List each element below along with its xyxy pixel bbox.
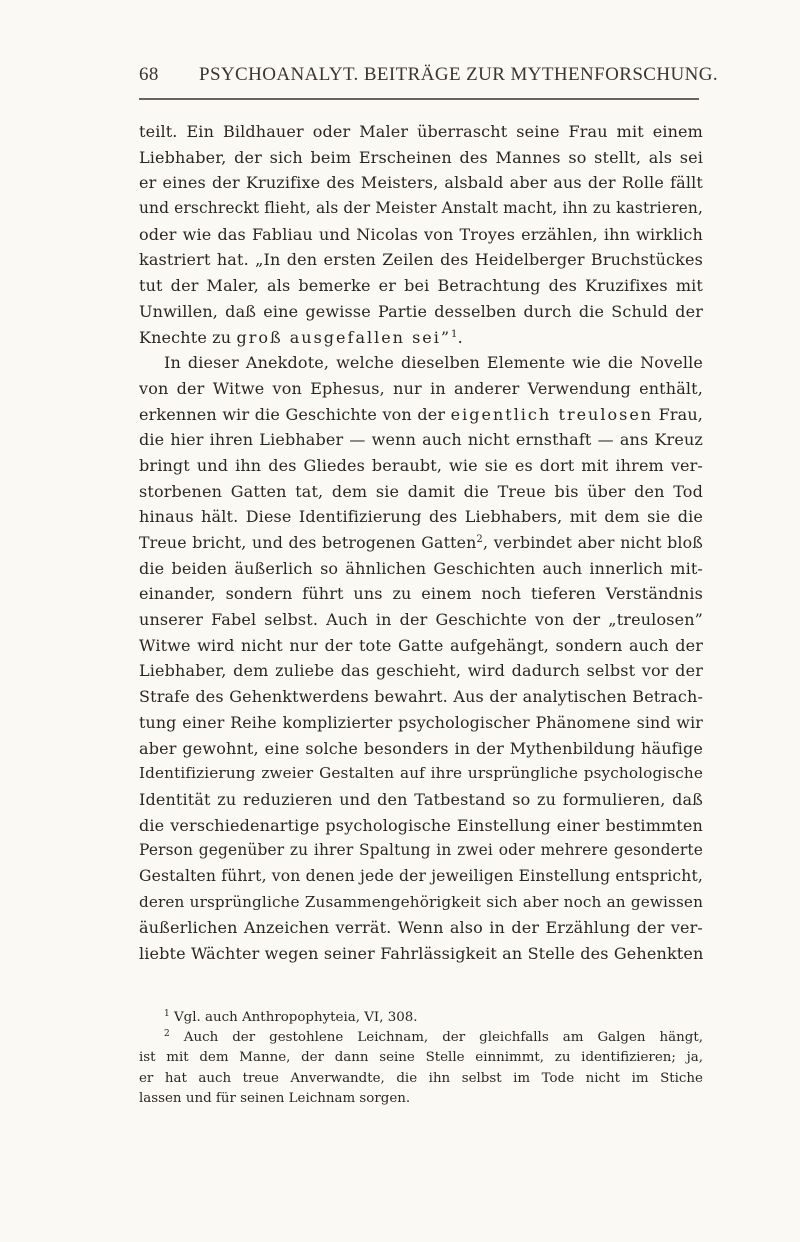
running-head <box>139 64 718 86</box>
text-line: äußerlichen Anzeichen verrät. Wenn also in der Erzählung der ver- <box>139 918 703 938</box>
text-line <box>139 325 703 351</box>
line-segment: Frau, <box>653 404 704 424</box>
footnote-marker: 2 <box>164 1029 170 1040</box>
paragraph-start-line: In dieser Anekdote, welche dieselben Elemente wie die Novelle <box>164 353 703 373</box>
text-line: liebte Wächter wegen seiner Fahrlässigkeit an Stelle des Gehenkten <box>139 944 704 963</box>
text-line: Witwe wird nicht nur der tote Gatte aufgehängt, sondern auch der <box>139 635 703 655</box>
header-rule <box>139 98 699 100</box>
text-line: tung einer Reihe komplizierter psychologischer Phänomene sind wir <box>139 712 703 732</box>
line-segment: . <box>457 327 463 347</box>
body-text <box>139 119 703 967</box>
footnote-ref-2: 2 <box>476 534 483 545</box>
text-line: storbenen Gatten tat, dem sie damit die Treue bis über den Tod <box>139 481 703 501</box>
spaced-emphasis: eigentlich treulosen <box>450 404 654 424</box>
text-line: und erschreckt flieht, als der Meister Anstalt macht, ihn zu kastrieren, <box>139 199 703 218</box>
text-line: Strafe des Gehenktwerdens bewahrt. Aus der analytischen Betrach- <box>139 687 703 707</box>
text-line: einander, sondern führt uns zu einem noch tieferen Verständnis <box>139 584 703 604</box>
text-line <box>139 402 703 428</box>
text-line: Unwillen, daß eine gewisse Partie desselben durch die Schuld der <box>139 301 703 321</box>
text-line: Gestalten führt, von denen jede der jeweiligen Einstellung entspricht, <box>139 866 703 885</box>
text-line: Identität zu reduzieren und den Tatbestand so zu formulieren, daß <box>139 789 703 809</box>
line-segment: Treue bricht, und des betrogenen Gatten <box>139 533 477 552</box>
text-line: Liebhaber, der sich beim Erscheinen des Mannes so stellt, als sei <box>139 147 703 167</box>
footnote-line: lassen und für seinen Leichnam sorgen. <box>139 1090 411 1106</box>
text-line: Liebhaber, dem zuliebe das geschieht, wird dadurch selbst vor der <box>139 661 703 681</box>
footnotes <box>139 1008 703 1109</box>
footnote-line: er hat auch treue Anverwandte, die ihn selbst im Tode nicht im Stiche <box>139 1070 703 1086</box>
page-number: 68 <box>139 64 159 85</box>
text-line: unserer Fabel selbst. Auch in der Geschichte von der „treulosen” <box>139 610 703 630</box>
footnote-text: Auch der gestohlene Leichnam, der gleichfalls am Galgen hängt, <box>169 1030 703 1046</box>
line-segment: erkennen wir die Geschichte von der <box>139 404 451 424</box>
footnote-line: ist mit dem Manne, der dann seine Stelle einnimmt, zu identifizieren; ja, <box>139 1050 703 1066</box>
text-line: bringt und ihn des Gliedes beraubt, wie sie es dort mit ihrem ver- <box>139 455 703 475</box>
text-line: die beiden äußerlich so ähnlichen Geschichten auch innerlich mit- <box>139 558 703 578</box>
text-line: die hier ihren Liebhaber — wenn auch nicht ernsthaft — ans Kreuz <box>139 430 703 450</box>
spaced-emphasis: groß ausgefallen sei” <box>236 327 452 347</box>
footnote-2 <box>139 1028 703 1048</box>
footnote-ref-1: 1 <box>451 328 458 340</box>
text-line: hinaus hält. Diese Identifizierung des Liebhabers, mit dem sie die <box>139 507 703 527</box>
text-line: Identifizierung zweier Gestalten auf ihre ursprüngliche psychologische <box>139 764 703 783</box>
line-segment: Knechte zu <box>139 327 237 347</box>
text-line <box>139 530 703 556</box>
text-line: die verschiedenartige psychologische Einstellung einer bestimmten <box>139 815 703 835</box>
text-line: deren ursprüngliche Zusammengehörigkeit sich aber noch an gewissen <box>139 892 703 911</box>
footnote-text: Vgl. auch Anthropophyteia, VI, 308. <box>169 1010 418 1025</box>
line-segment: , verbindet aber nicht bloß <box>482 533 703 552</box>
footnote-marker: 1 <box>164 1009 170 1019</box>
footnote-1 <box>139 1008 703 1028</box>
text-line: oder wie das Fabliau und Nicolas von Troyes erzählen, ihn wirklich <box>139 224 703 244</box>
text-line: er eines der Kruzifixe des Meisters, alsbald aber aus der Rolle fällt <box>139 173 703 193</box>
text-line: aber gewohnt, eine solche besonders in der Mythenbildung häufige <box>139 738 703 758</box>
text-line: teilt. Ein Bildhauer oder Maler überrascht seine Frau mit einem <box>139 122 703 141</box>
text-line: kastriert hat. „In den ersten Zeilen des Heidelberger Bruchstückes <box>139 250 703 270</box>
running-title: PSYCHOANALYT. BEITRÄGE ZUR MYTHENFORSCHUNG. <box>199 64 718 85</box>
text-line: von der Witwe von Ephesus, nur in anderer Verwendung enthält, <box>139 378 703 398</box>
text-line: tut der Maler, als bemerke er bei Betrachtung des Kruzifixes mit <box>139 276 703 296</box>
text-line: Person gegenüber zu ihrer Spaltung in zwei oder mehrere gesonderte <box>139 841 703 860</box>
